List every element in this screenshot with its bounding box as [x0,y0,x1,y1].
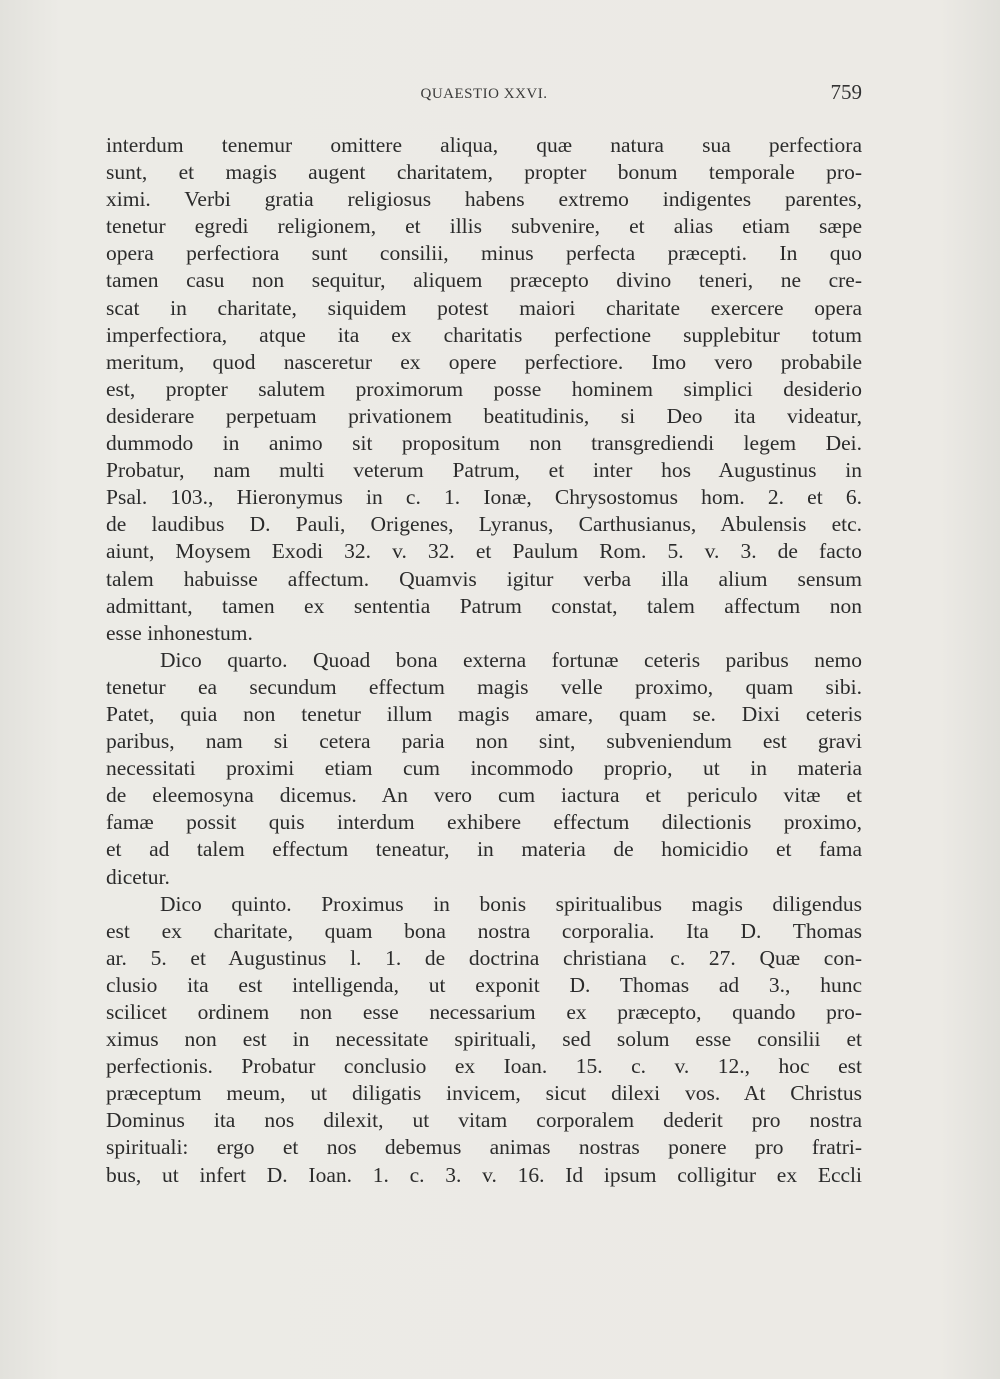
text-line: Dico quarto. Quoad bona externa fortunæ ceteris paribus nemo [160,647,862,672]
text-line: necessitati proximi etiam cum incommodo proprio, ut in materia [106,756,862,781]
text-line: esse inhonestum. [106,620,253,645]
text-line: scat in charitate, siquidem potest maiori charitate exercere opera [106,295,862,320]
text-line: sunt, et magis augent charitatem, propter bonum temporale pro- [106,160,862,185]
text-line: Patet, quia non tenetur illum magis amare, quam se. Dixi ceteris [106,701,862,726]
text-line: paribus, nam si cetera paria non sint, subveniendum est gravi [106,729,862,754]
text-line: ximus non est in necessitate spirituali, sed solum esse consilii et [106,1027,862,1052]
text-line: ar. 5. et Augustinus l. 1. de doctrina christiana c. 27. Quæ con- [106,945,862,970]
text-line: tenetur egredi religionem, et illis subvenire, et alias etiam sæpe [106,214,862,239]
text-line: est, propter salutem proximorum posse hominem simplici desiderio [106,376,862,401]
page-header [106,78,862,112]
text-line: dummodo in animo sit propositum non transgrediendi legem Dei. [106,431,862,456]
text-line: Dico quinto. Proximus in bonis spiritualibus magis diligendus [160,891,862,916]
page-number: 759 [830,80,862,104]
text-line: desiderare perpetuam privationem beatitudinis, si Deo ita videatur, [106,403,862,428]
text-line: opera perfectiora sunt consilii, minus perfecta præcepti. In quo [106,241,862,266]
text-line: est ex charitate, quam bona nostra corporalia. Ita D. Thomas [106,918,862,943]
text-line: meritum, quod nasceretur ex opere perfectiore. Imo vero probabile [106,349,862,374]
text-line: de laudibus D. Pauli, Origenes, Lyranus, Carthusianus, Abulensis etc. [106,512,862,537]
text-line: Probatur, nam multi veterum Patrum, et inter hos Augustinus in [106,458,862,483]
text-line: et ad talem effectum teneatur, in materia de homicidio et fama [106,837,862,862]
body-text [106,132,862,1189]
text-line: Psal. 103., Hieronymus in c. 1. Ionæ, Chrysostomus hom. 2. et 6. [106,485,862,510]
text-line: tenetur ea secundum effectum magis velle proximo, quam sibi. [106,674,862,699]
text-line: aiunt, Moysem Exodi 32. v. 32. et Paulum Rom. 5. v. 3. de facto [106,539,862,564]
text-line: præceptum meum, ut diligatis invicem, sicut dilexi vos. At Christus [106,1081,862,1106]
text-line: de eleemosyna dicemus. An vero cum iactura et periculo vitæ et [106,783,862,808]
text-line: imperfectiora, atque ita ex charitatis perfectione supplebitur totum [106,322,862,347]
text-line: perfectionis. Probatur conclusio ex Ioan. 15. c. v. 12., hoc est [106,1054,862,1079]
text-line: clusio ita est intelligenda, ut exponit D. Thomas ad 3., hunc [106,972,862,997]
text-line: spirituali: ergo et nos debemus animas nostras ponere pro fratri- [106,1135,862,1160]
text-line: bus, ut infert D. Ioan. 1. c. 3. v. 16. Id ipsum colligitur ex Eccli [106,1162,862,1187]
text-line: admittant, tamen ex sententia Patrum constat, talem affectum non [106,593,862,618]
text-line: famæ possit quis interdum exhibere effectum dilectionis proximo, [106,810,862,835]
text-line: dicetur. [106,864,170,889]
text-line: Dominus ita nos dilexit, ut vitam corporalem dederit pro nostra [106,1108,862,1133]
text-line: scilicet ordinem non esse necessarium ex præcepto, quando pro- [106,1000,862,1024]
text-line: talem habuisse affectum. Quamvis igitur verba illa alium sensum [106,566,862,591]
text-line: tamen casu non sequitur, aliquem præcepto divino teneri, ne cre- [106,268,862,293]
text-line: interdum tenemur omittere aliqua, quæ natura sua perfectiora [106,133,862,157]
text-line: ximi. Verbi gratia religiosus habens extremo indigentes parentes, [106,187,862,212]
running-head: QUAESTIO XXVI. [420,86,548,102]
